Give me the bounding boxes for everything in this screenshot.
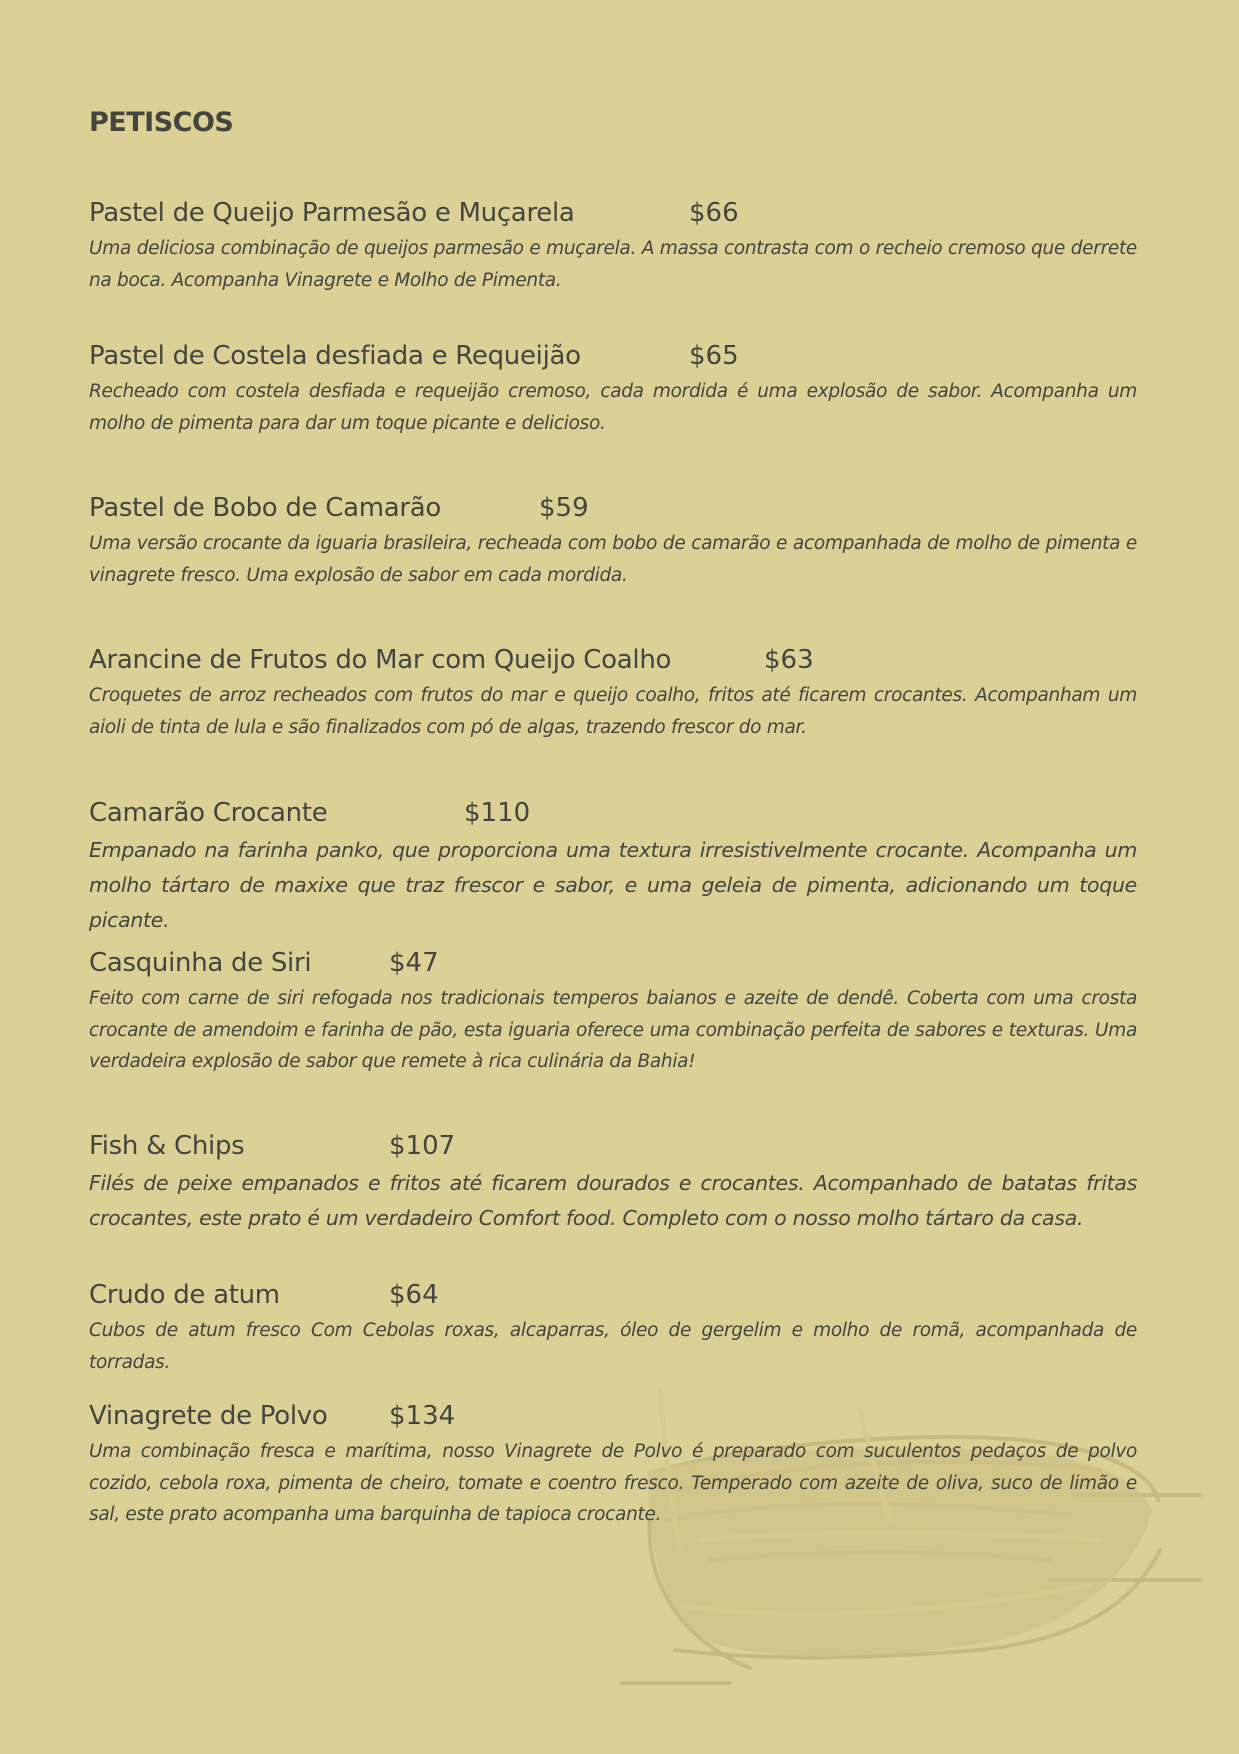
menu-item — [89, 1398, 1137, 1531]
item-price: $64 — [389, 1280, 439, 1310]
menu-item — [89, 1128, 1137, 1236]
menu-item — [89, 1277, 1137, 1378]
item-price: $66 — [689, 198, 739, 228]
item-description: Croquetes de arroz recheados com frutos do mar e queijo coalho, fritos até ficarem crocantes. Acompanham um aioli de tinta de lula e são finalizados com pó de algas, trazendo frescor do mar. — [89, 685, 1137, 738]
item-price: $59 — [539, 493, 589, 523]
item-description: Empanado na farinha panko, que proporciona uma textura irresistivelmente crocante. Acompanha um molho tártaro de maxixe que traz frescor e sabor, e uma geleia de pimenta, adicionando um toque picante. — [89, 838, 1137, 932]
item-price: $47 — [389, 948, 439, 978]
menu-item — [89, 642, 1137, 743]
menu-item — [89, 490, 1137, 591]
section-title: PETISCOS — [89, 107, 234, 138]
menu-item — [89, 338, 1137, 439]
item-description: Uma deliciosa combinação de queijos parmesão e muçarela. A massa contrasta com o recheio cremoso que derrete na boca. Acompanha Vinagrete e Molho de Pimenta. — [89, 238, 1137, 291]
item-description: Recheado com costela desfiada e requeijão cremoso, cada mordida é uma explosão de sabor. Acompanha um molho de pimenta para dar um toque picante e delicioso. — [89, 381, 1137, 434]
item-description: Uma versão crocante da iguaria brasileira, recheada com bobo de camarão e acompanhada de molho de pimenta e vinagrete fresco. Uma explosão de sabor em cada mordida. — [89, 533, 1137, 586]
item-price: $63 — [764, 645, 814, 675]
item-description: Uma combinação fresca e marítima, nosso Vinagrete de Polvo é preparado com suculentos pedaços de polvo cozido, cebola roxa, pimenta de cheiro, tomate e coentro fresco. Temperado com azeite de oliva, suco de limão e sal, este prato acompanha uma barquinha de tapioca crocante. — [89, 1441, 1137, 1525]
menu-item — [89, 795, 1137, 938]
item-name: Pastel de Queijo Parmesão e Muçarela — [89, 198, 575, 228]
menu-item — [89, 195, 1137, 296]
item-name: Pastel de Bobo de Camarão — [89, 493, 441, 523]
item-price: $107 — [389, 1131, 456, 1161]
item-name: Vinagrete de Polvo — [89, 1401, 328, 1431]
item-description: Feito com carne de siri refogada nos tradicionais temperos baianos e azeite de dendê. Coberta com uma crosta crocante de amendoim e farinha de pão, esta iguaria oferece uma combinação perfeita de sabores e texturas. Uma verdadeira explosão de sabor que remete à rica culinária da Bahia! — [89, 988, 1137, 1072]
item-description: Cubos de atum fresco Com Cebolas roxas, alcaparras, óleo de gergelim e molho de romã, acompanhada de torradas. — [89, 1320, 1137, 1373]
item-name: Arancine de Frutos do Mar com Queijo Coalho — [89, 645, 672, 675]
menu-item — [89, 945, 1137, 1078]
item-name: Pastel de Costela desfiada e Requeijão — [89, 341, 581, 371]
item-description: Filés de peixe empanados e fritos até ficarem dourados e crocantes. Acompanhado de batatas fritas crocantes, este prato é um verdadeiro Comfort food. Completo com o nosso molho tártaro da casa. — [89, 1171, 1137, 1230]
item-name: Fish & Chips — [89, 1131, 245, 1161]
item-price: $134 — [389, 1401, 456, 1431]
item-price: $110 — [464, 798, 531, 828]
item-name: Casquinha de Siri — [89, 948, 312, 978]
item-price: $65 — [689, 341, 739, 371]
item-name: Crudo de atum — [89, 1280, 280, 1310]
item-name: Camarão Crocante — [89, 798, 328, 828]
